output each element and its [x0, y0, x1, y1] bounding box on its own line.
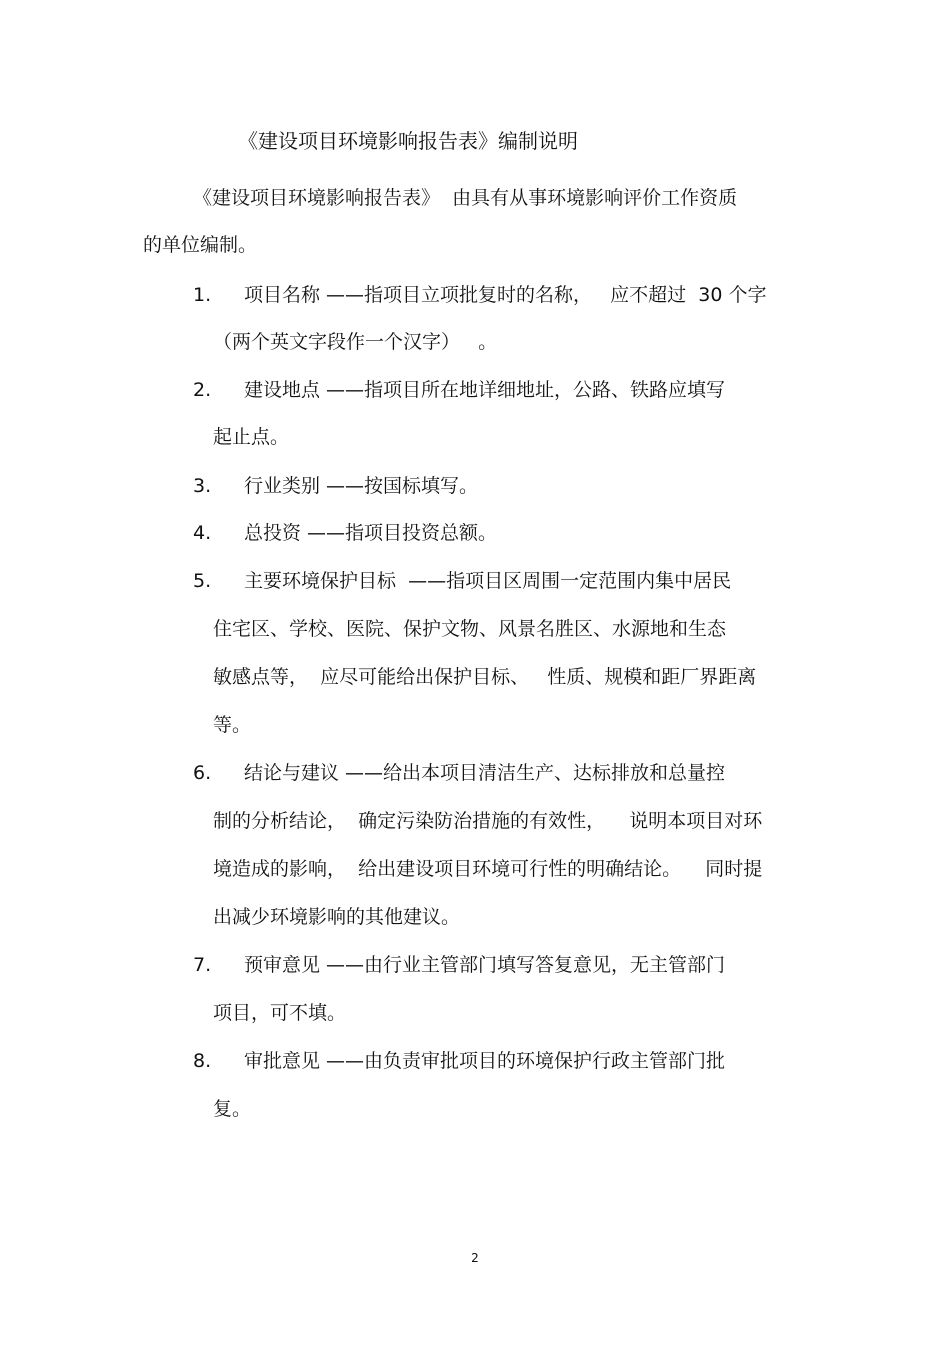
item-8-number: 8.	[193, 1050, 212, 1072]
item-1-line-2: （两个英文字段作一个汉字） 。	[213, 331, 498, 353]
item-1-line-1: 项目名称 ——指项目立项批复时的名称， 应不超过 30 个字	[244, 284, 767, 306]
item-5-line-3: 敏感点等， 应尽可能给出保护目标、 性质、规模和距厂界距离	[213, 666, 757, 688]
item-6-line-3: 境造成的影响， 给出建设项目环境可行性的明确结论。 同时提	[213, 858, 763, 880]
item-2-line-1: 建设地点 ——指项目所在地详细地址，公路、铁路应填写	[244, 379, 726, 401]
item-2-line-2: 起止点。	[213, 426, 290, 448]
item-6-line-1: 结论与建议 ——给出本项目清洁生产、达标排放和总量控	[244, 762, 726, 784]
item-3-line-1: 行业类别 ——按国标填写。	[244, 475, 479, 497]
page-number: 2	[471, 1251, 479, 1265]
item-3-number: 3.	[193, 475, 212, 497]
item-7-number: 7.	[193, 954, 212, 976]
intro-line-1: 《建设项目环境影响报告表》 由具有从事环境影响评价工作资质	[193, 187, 738, 209]
item-4-number: 4.	[193, 522, 212, 544]
item-5-number: 5.	[193, 570, 212, 592]
item-6-line-4: 出减少环境影响的其他建议。	[213, 906, 461, 928]
item-4-line-1: 总投资 ——指项目投资总额。	[244, 522, 498, 544]
item-5-line-2: 住宅区、学校、医院、保护文物、风景名胜区、水源地和生态	[213, 618, 727, 640]
item-8-line-2: 复。	[213, 1098, 252, 1120]
document-title: 《建设项目环境影响报告表》编制说明	[238, 129, 578, 153]
item-6-number: 6.	[193, 762, 212, 784]
item-2-number: 2.	[193, 379, 212, 401]
item-8-line-1: 审批意见 ——由负责审批项目的环境保护行政主管部门批	[244, 1050, 726, 1072]
item-5-line-4: 等。	[213, 714, 252, 736]
item-6-line-2: 制的分析结论， 确定污染防治措施的有效性， 说明本项目对环	[213, 810, 763, 832]
item-1-number: 1.	[193, 284, 212, 306]
item-7-line-2: 项目，可不填。	[213, 1002, 347, 1024]
intro-line-2: 的单位编制。	[143, 234, 258, 256]
item-7-line-1: 预审意见 ——由行业主管部门填写答复意见，无主管部门	[244, 954, 726, 976]
item-5-line-1: 主要环境保护目标 ——指项目区周围一定范围内集中居民	[244, 570, 732, 592]
